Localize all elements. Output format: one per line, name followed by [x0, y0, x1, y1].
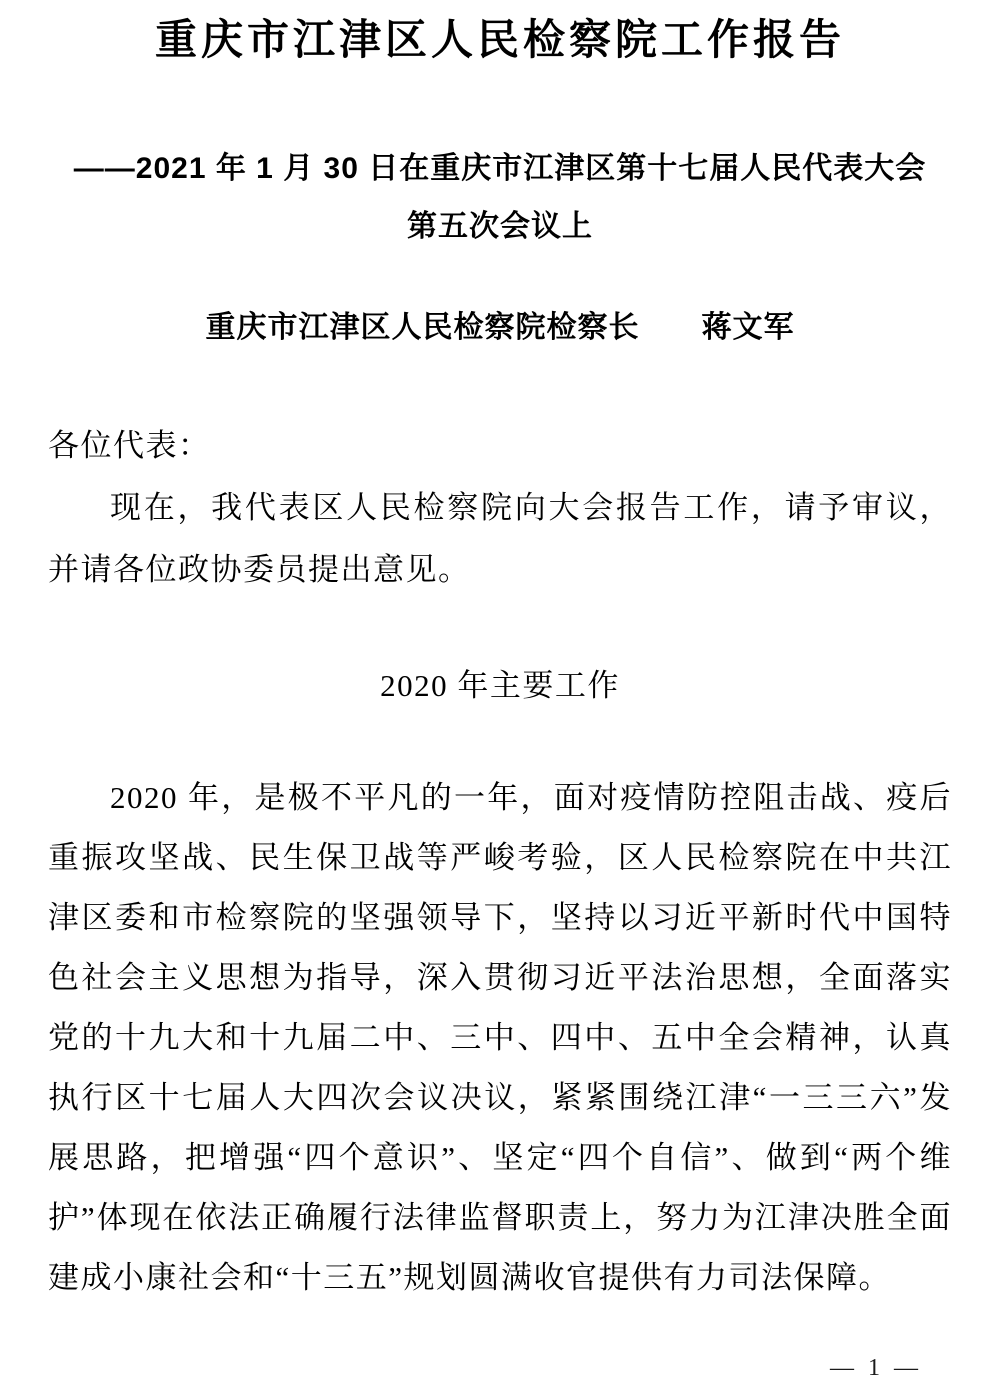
subtitle-line-2: 第五次会议上 — [407, 210, 593, 243]
body-paragraph: 2020 年，是极不平凡的一年，面对疫情防控阻击战、疫后重振攻坚战、民生保卫战等严峻考验，区人民检察院在中共江津区委和市检察院的坚强领导下，坚持以习近平新时代中国特色社会主义思想为指导，深入贯彻习近平法治思想，全面落实党的十九大和十九届二中、三中、四中、五中全会精神，认真执行区十七届人大四次会议决议，紧紧围绕江津“一三三六”发展思路，把增强“四个意识”、坚定“四个自信”、做到“两个维护”体现在依法正确履行法律监督职责上，努力为江津决胜全面建成小康社会和“十三五”规划圆满收官提供有力司法保障。 — [48, 780, 952, 1295]
intro-paragraph: 现在，我代表区人民检察院向大会报告工作，请予审议，并请各位政协委员提出意见。 — [48, 490, 952, 587]
subtitle-line-1: ——2021 年 1 月 30 日在重庆市江津区第十七届人民代表大会 — [73, 152, 927, 185]
document-body — [48, 415, 952, 601]
section-heading: 2020 年主要工作 — [380, 668, 620, 703]
page-number: — 1 — — [830, 1355, 922, 1381]
salutation: 各位代表： — [48, 428, 211, 463]
document-subtitle — [48, 140, 952, 256]
byline: 重庆市江津区人民检察院检察长 蒋文军 — [205, 311, 795, 344]
document-title: 重庆市江津区人民检察院工作报告 — [154, 16, 845, 63]
